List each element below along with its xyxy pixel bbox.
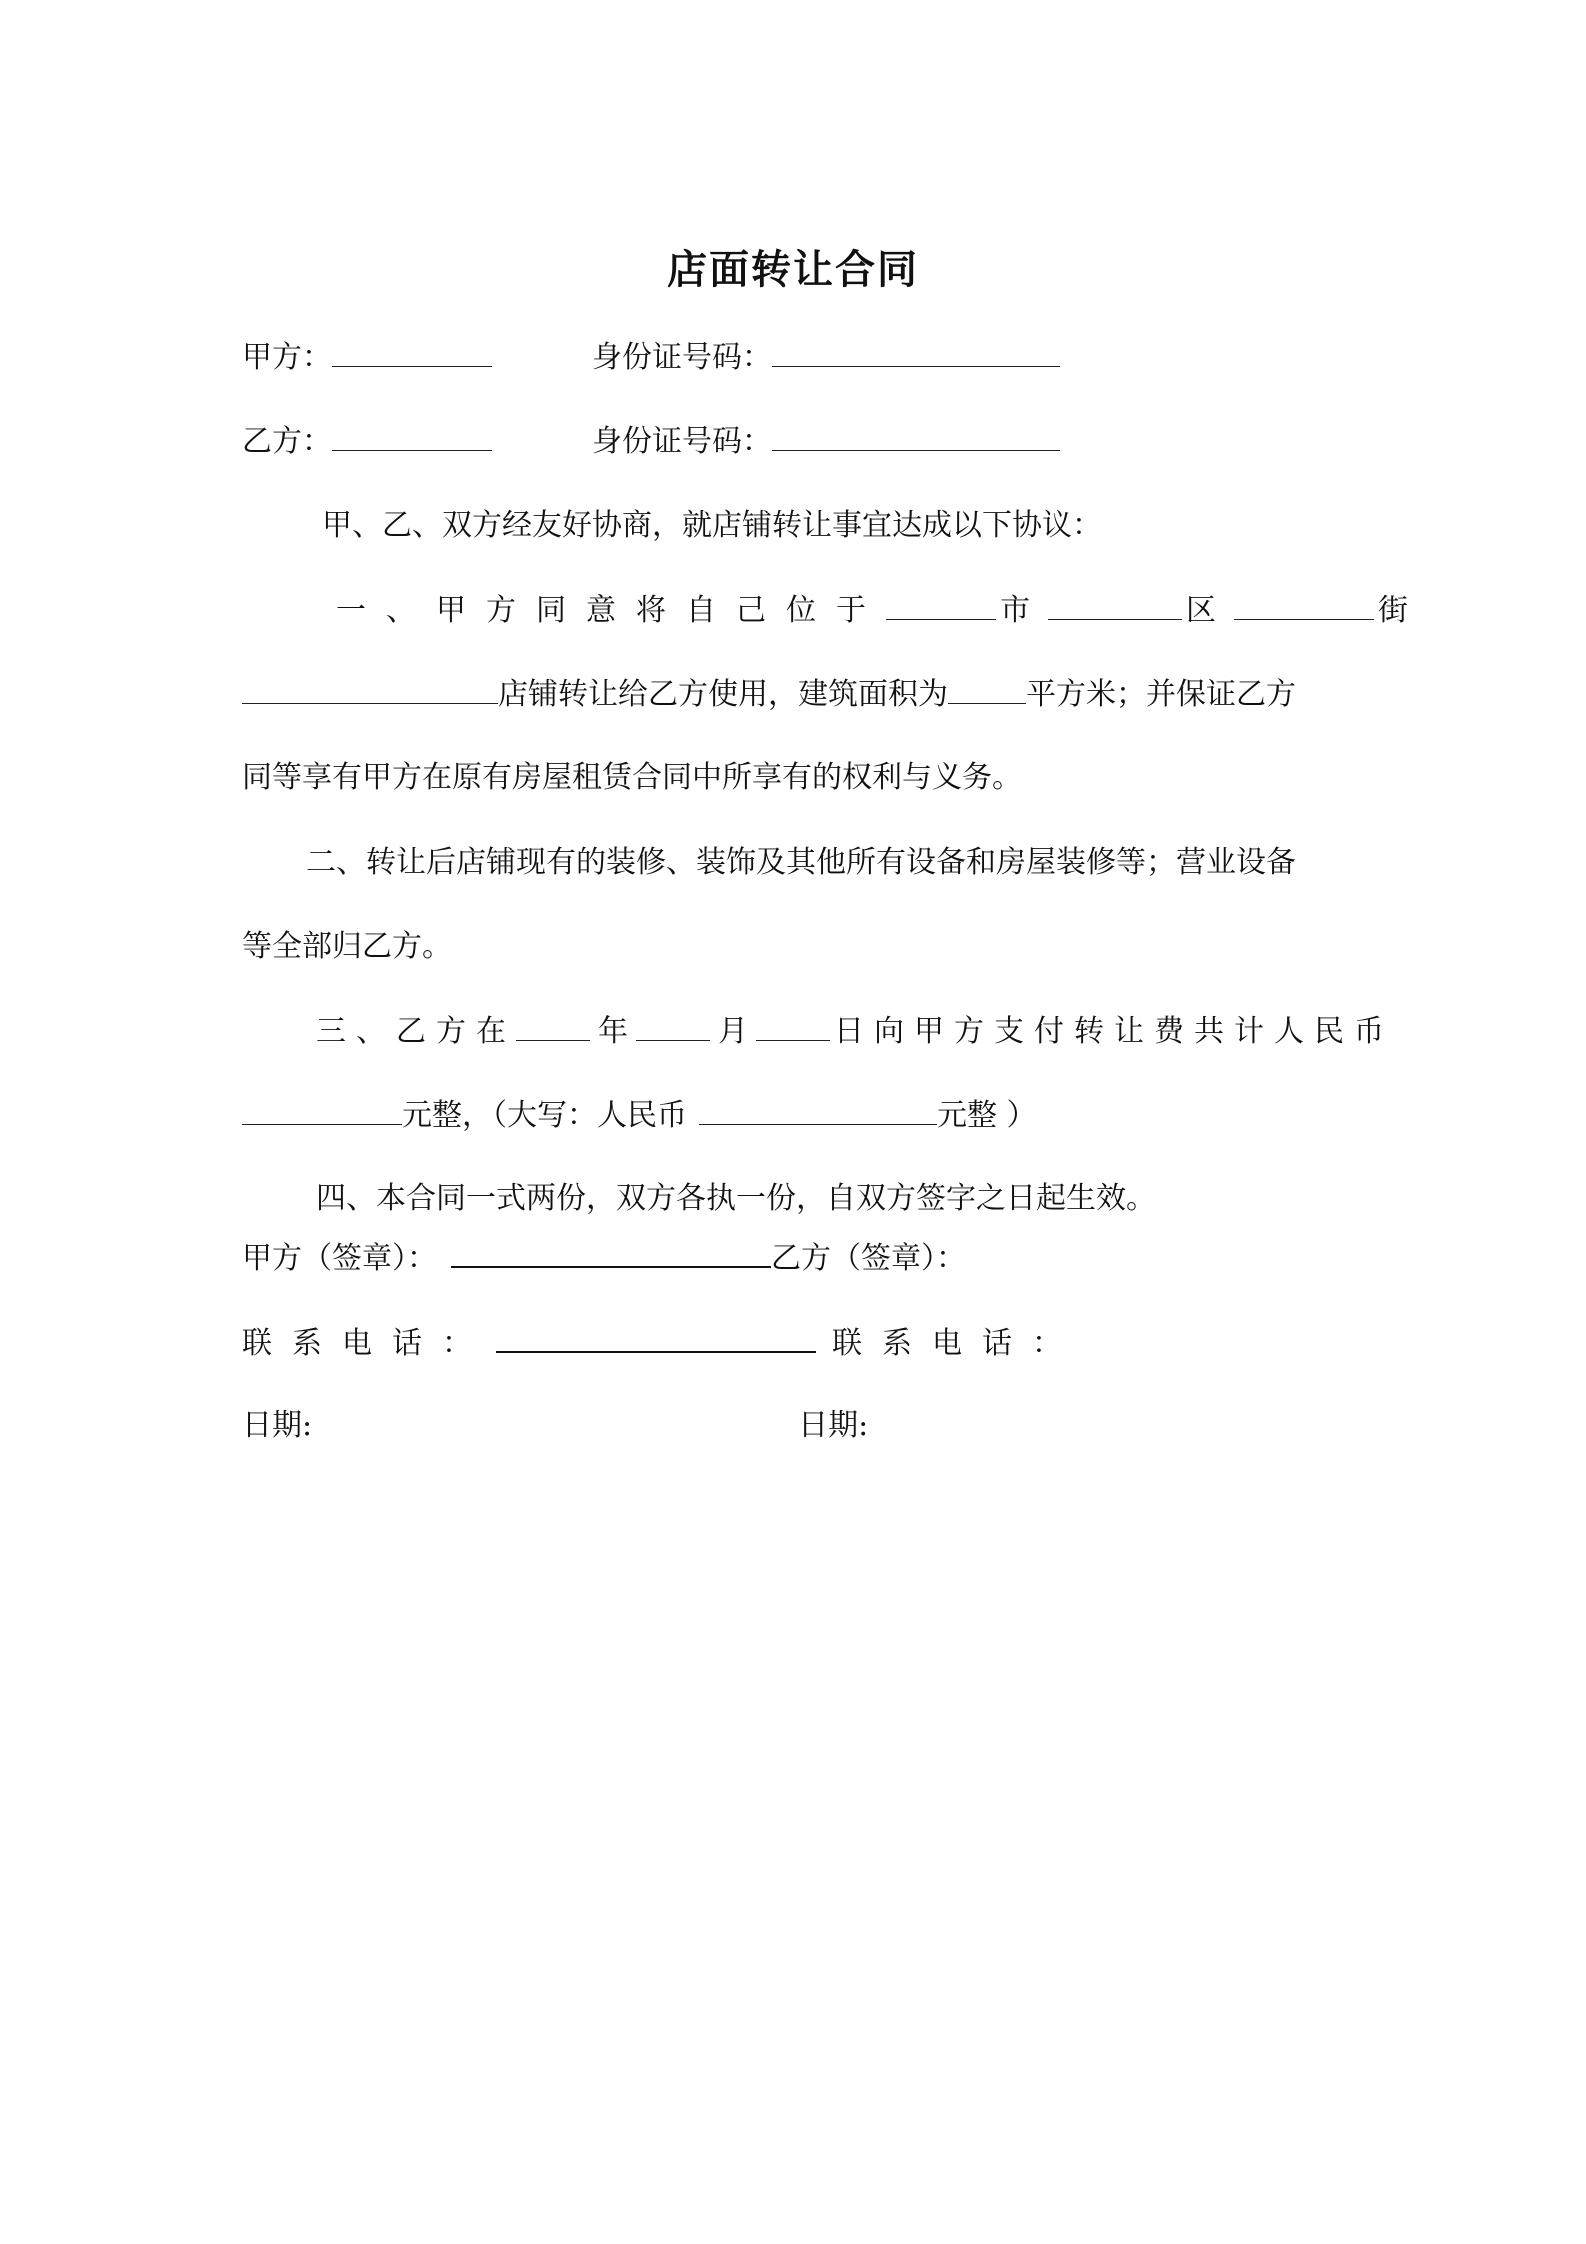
intro-paragraph: 甲、乙、双方经友好协商，就店铺转让事宜达成以下协议： — [322, 508, 1102, 543]
amount-capital-blank[interactable] — [699, 1090, 937, 1125]
party-a-sign-blank[interactable] — [451, 1232, 771, 1268]
clause2-line2: 等全部归乙方。 — [242, 929, 452, 964]
clause3-line1 — [316, 1006, 1394, 1056]
street-label: 街 — [1378, 593, 1408, 628]
clause3-prefix: 三、乙方在 — [316, 1014, 516, 1049]
month-label: 月 — [718, 1014, 748, 1049]
area-unit: 平方米；并保证乙方 — [1026, 677, 1296, 712]
party-b-name-blank[interactable] — [332, 416, 492, 451]
signature-row — [242, 1232, 966, 1282]
amount-yuan-end: 元整 ） — [937, 1098, 1037, 1133]
party-b-id-blank[interactable] — [772, 416, 1060, 451]
party-b-label: 乙方： — [242, 424, 332, 459]
city-blank[interactable] — [886, 585, 996, 620]
party-a-id-blank[interactable] — [772, 332, 1060, 367]
party-b-sign-label: 乙方（签章）： — [771, 1241, 966, 1276]
party-b-date-label: 日期: — [798, 1408, 869, 1443]
city-label: 市 — [1000, 593, 1030, 628]
clause1-line3: 同等享有甲方在原有房屋租赁合同中所享有的权利与义务。 — [242, 760, 1022, 795]
party-b-row — [242, 416, 1060, 466]
clause3-line2 — [242, 1090, 1037, 1140]
party-b-phone-label: 联系电话： — [832, 1326, 1082, 1361]
party-a-sign-label: 甲方（签章）： — [242, 1241, 437, 1276]
district-label: 区 — [1186, 593, 1216, 628]
shop-address-blank[interactable] — [242, 669, 498, 704]
party-a-name-blank[interactable] — [332, 332, 492, 367]
clause4-paragraph: 四、本合同一式两份，双方各执一份，自双方签字之日起生效。 — [316, 1181, 1156, 1216]
area-blank[interactable] — [948, 669, 1026, 704]
date-row — [242, 1401, 868, 1451]
amount-blank[interactable] — [242, 1090, 402, 1125]
party-a-phone-blank[interactable] — [496, 1317, 816, 1353]
clause1-prefix: 一、甲方同意将自己位于 — [336, 593, 886, 628]
amount-yuan-label: 元整，（大写：人民币 — [402, 1098, 687, 1133]
party-a-date-label: 日期: — [242, 1408, 313, 1443]
document-title: 店面转让合同 — [667, 246, 919, 293]
street-blank[interactable] — [1234, 585, 1374, 620]
party-a-phone-label: 联系电话： — [242, 1326, 492, 1361]
year-blank[interactable] — [516, 1006, 590, 1041]
clause1-line1 — [336, 585, 1408, 635]
year-label: 年 — [598, 1014, 628, 1049]
party-a-row — [242, 332, 1060, 382]
clause2-line1: 二、转让后店铺现有的装修、装饰及其他所有设备和房屋装修等；营业设备 — [306, 845, 1296, 880]
party-a-id-label: 身份证号码： — [592, 340, 772, 375]
phone-row — [242, 1317, 1082, 1367]
clause1-line2-text: 店铺转让给乙方使用，建筑面积为 — [498, 677, 948, 712]
clause3-day-text: 日向甲方支付转让费共计人民币 — [834, 1014, 1394, 1049]
party-b-id-label: 身份证号码： — [592, 424, 772, 459]
clause1-line2 — [242, 669, 1296, 719]
district-blank[interactable] — [1048, 585, 1182, 620]
party-a-label: 甲方： — [242, 340, 332, 375]
day-blank[interactable] — [756, 1006, 830, 1041]
month-blank[interactable] — [636, 1006, 710, 1041]
